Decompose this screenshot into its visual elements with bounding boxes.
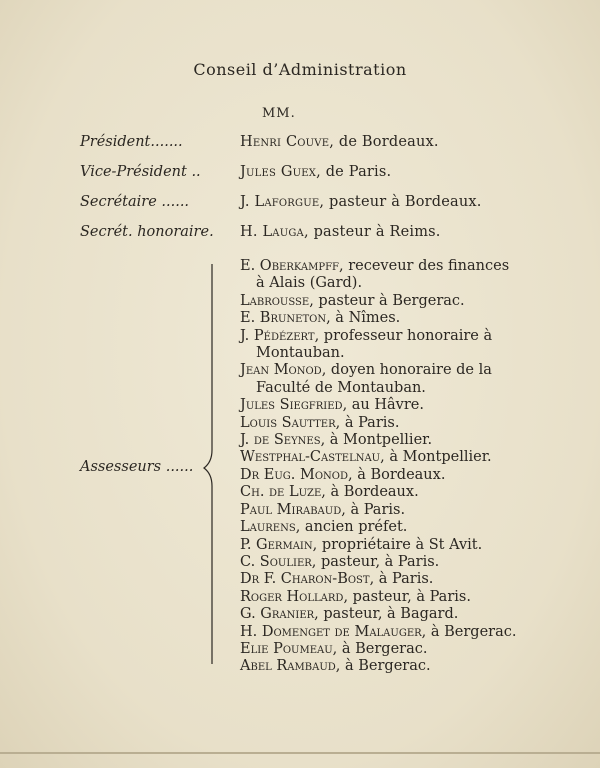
member-detail: , à Bergerac. (335, 658, 431, 675)
member-entry (240, 502, 540, 519)
role-secretaire: Secrétaire ...... (80, 194, 190, 210)
role-secretaire-honoraire: Secrét. honoraire. (80, 224, 214, 240)
member-name: Dr Eug. Monod (240, 466, 348, 483)
role-president: Président....... (80, 134, 183, 150)
member-entry (240, 537, 540, 554)
member-detail: , à Bergerac. (332, 640, 428, 657)
member-name: Jules Siegfried (240, 397, 343, 414)
member-detail: , à Bordeaux. (321, 484, 419, 501)
officer-president: Henri Couve, de Bordeaux. (240, 134, 439, 150)
member-name: Elie Poumeau (240, 640, 333, 657)
member-entry (240, 571, 540, 588)
member-entry (240, 449, 540, 466)
member-detail: , à Bergerac. (421, 623, 517, 640)
member-detail: , pasteur, à Paris. (311, 553, 440, 570)
member-detail: , à Bordeaux. (348, 466, 446, 483)
member-entry (240, 624, 540, 641)
member-entry (240, 328, 540, 345)
page-bottom-edge (0, 752, 600, 754)
member-entry-continuation: Faculté de Montauban. (256, 379, 426, 396)
member-entry (240, 415, 540, 432)
member-name: P. Germain (240, 536, 313, 553)
officer-vice-president: Jules Guex, de Paris. (240, 164, 392, 180)
member-detail: , professeur honoraire à (314, 327, 493, 344)
member-name: Roger Hollard (240, 588, 344, 605)
member-name: Laurens (240, 519, 296, 536)
member-entry (240, 554, 540, 571)
member-entry (240, 432, 540, 449)
member-name: Ch. de Luze (240, 484, 322, 501)
member-detail: , à Montpellier. (320, 432, 433, 449)
member-name: Abel Rambaud (240, 658, 336, 675)
member-name: E. Oberkampff (240, 258, 339, 274)
role-vice-president: Vice-Président .. (80, 164, 201, 180)
member-name: H. Domenget de Malauger (240, 623, 422, 640)
member-name: J. Pédézert (240, 327, 315, 344)
member-name: Louis Sautter (240, 414, 336, 431)
member-name: E. Bruneton (240, 310, 327, 327)
member-name: G. Granier (240, 606, 315, 623)
member-entry-continuation: Montauban. (256, 345, 345, 362)
member-name: J. de Seynes (240, 432, 321, 449)
member-name: Jean Monod (240, 362, 322, 379)
assesseurs-list (240, 258, 540, 676)
officer-secretaire: J. Laforgue, pasteur à Bordeaux. (240, 194, 482, 210)
role-assesseurs: Assesseurs ...... (80, 459, 194, 475)
member-name: C. Soulier (240, 553, 312, 570)
member-detail: , à Paris. (369, 571, 434, 588)
member-entry (240, 606, 540, 623)
member-detail: , pasteur à Bergerac. (309, 292, 465, 309)
member-entry (240, 258, 540, 275)
member-name: Labrousse (240, 292, 310, 309)
member-entry (240, 310, 540, 327)
member-detail: , doyen honoraire de la (321, 362, 492, 379)
member-entry (240, 658, 540, 675)
page-title: Conseil d’Administration (193, 60, 407, 79)
member-name: Dr F. Charon-Bost (240, 571, 370, 588)
member-entry (240, 484, 540, 501)
member-detail: , à Paris. (341, 501, 406, 518)
member-detail: , à Montpellier. (380, 449, 492, 466)
member-detail: , à Paris. (335, 414, 400, 431)
member-name: Paul Mirabaud (240, 501, 342, 518)
brace-bracket (200, 262, 220, 666)
member-entry (240, 362, 540, 379)
member-entry (240, 589, 540, 606)
member-detail: , propriétaire à St Avit. (312, 536, 483, 553)
member-detail: , pasteur, à Bagard. (314, 606, 459, 623)
member-entry (240, 397, 540, 414)
member-detail: , receveur des finances (339, 258, 510, 274)
officer-secretaire-honoraire: H. Lauga, pasteur à Reims. (240, 224, 441, 240)
member-entry (240, 641, 540, 658)
member-entry (240, 467, 540, 484)
member-detail: , au Hâvre. (342, 397, 424, 414)
member-entry (240, 519, 540, 536)
member-detail: , ancien préfet. (295, 519, 408, 536)
mm-heading: MM. (262, 106, 296, 121)
member-entry-continuation: à Alais (Gard). (256, 275, 363, 292)
member-name: Westphal-Castelnau (240, 449, 381, 466)
member-detail: , à Nîmes. (326, 310, 401, 327)
member-entry (240, 293, 540, 310)
member-detail: , pasteur, à Paris. (343, 588, 471, 605)
